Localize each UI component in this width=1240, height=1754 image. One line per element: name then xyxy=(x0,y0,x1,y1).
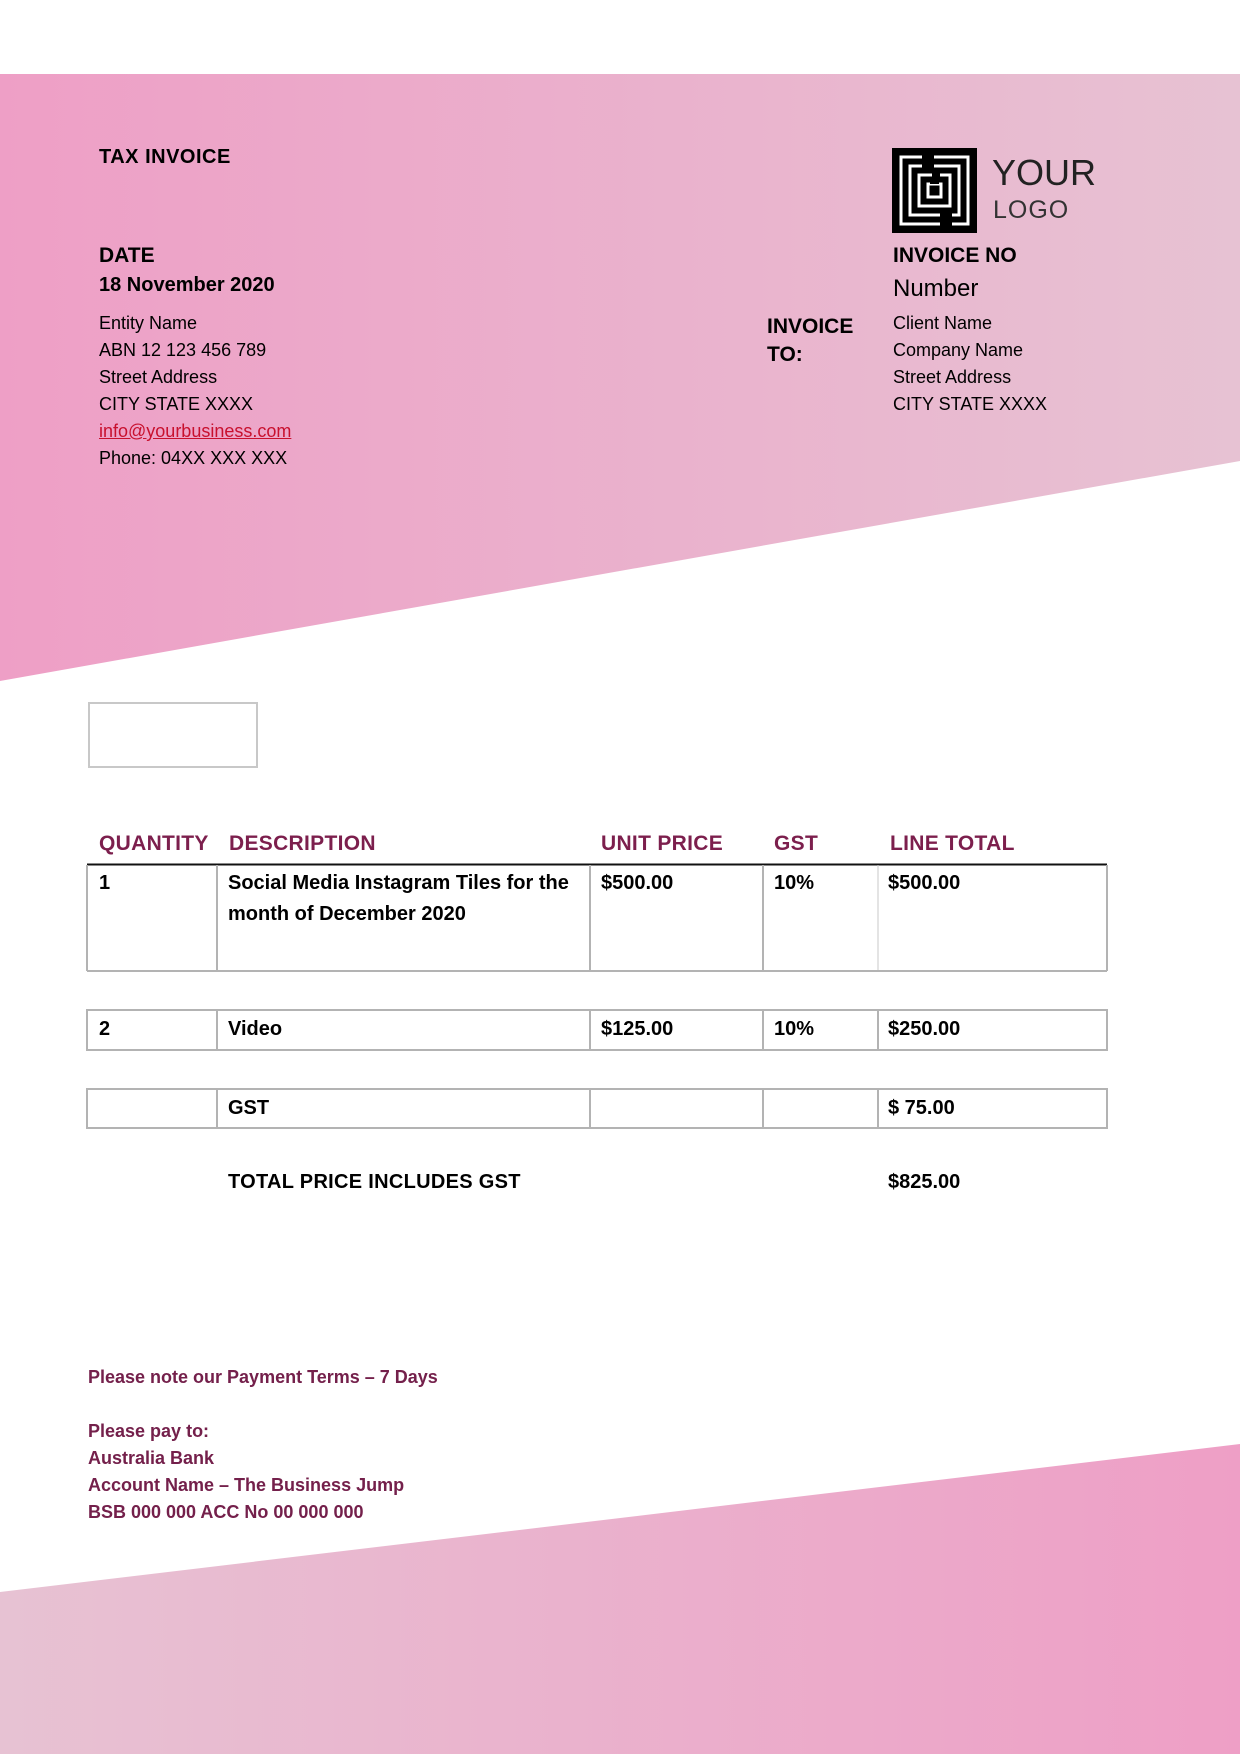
row2-gst: 10% xyxy=(774,1018,815,1040)
total-value: $825.00 xyxy=(888,1171,961,1193)
header-description: DESCRIPTION xyxy=(229,832,376,855)
account-name: Account Name – The Business Jump xyxy=(88,1475,405,1495)
row2-quantity: 2 xyxy=(99,1018,111,1040)
sender-street: Street Address xyxy=(99,367,218,387)
row2-description: Video xyxy=(228,1018,283,1040)
sender-entity: Entity Name xyxy=(99,313,198,333)
sender-phone: Phone: 04XX XXX XXX xyxy=(99,448,288,468)
total-label: TOTAL PRICE INCLUDES GST xyxy=(228,1171,521,1193)
payment-terms: Please note our Payment Terms – 7 Days xyxy=(88,1367,438,1387)
date-label: DATE xyxy=(99,244,155,267)
logo-text-logo: LOGO xyxy=(993,196,1070,224)
client-company: Company Name xyxy=(893,340,1024,360)
row2-unit-price: $125.00 xyxy=(601,1018,674,1040)
row1-quantity: 1 xyxy=(99,872,111,894)
logo-text-your: YOUR xyxy=(992,152,1097,193)
invoice-no-value: Number xyxy=(893,275,979,302)
client-name: Client Name xyxy=(893,313,993,333)
sender-email-link[interactable]: info@yourbusiness.com xyxy=(99,421,292,441)
header-quantity: QUANTITY xyxy=(99,832,209,855)
client-city: CITY STATE XXXX xyxy=(893,394,1048,414)
row1-description: Social Media Instagram Tiles for the month of December 2020 xyxy=(228,872,569,925)
header-gst: GST xyxy=(774,832,819,855)
client-street: Street Address xyxy=(893,367,1012,387)
gst-row-value: $ 75.00 xyxy=(888,1097,955,1119)
row1-gst: 10% xyxy=(774,872,815,894)
row1-unit-price: $500.00 xyxy=(601,872,674,894)
header-line-total: LINE TOTAL xyxy=(890,832,1015,855)
invoice-to-label-line1: INVOICE xyxy=(767,315,854,338)
row1-line-total: $500.00 xyxy=(888,872,961,894)
sender-city: CITY STATE XXXX xyxy=(99,394,254,414)
date-value: 18 November 2020 xyxy=(99,274,275,296)
bank-name: Australia Bank xyxy=(88,1448,215,1468)
invoice-to-label-line2: TO: xyxy=(767,343,803,366)
document-title: TAX INVOICE xyxy=(99,146,231,168)
invoice-no-label: INVOICE NO xyxy=(893,244,1017,267)
bsb-account: BSB 000 000 ACC No 00 000 000 xyxy=(88,1502,364,1522)
pay-to-label: Please pay to: xyxy=(88,1421,210,1441)
gst-row-label: GST xyxy=(228,1097,270,1119)
row2-line-total: $250.00 xyxy=(888,1018,961,1040)
header-unit-price: UNIT PRICE xyxy=(601,832,724,855)
sender-abn: ABN 12 123 456 789 xyxy=(99,340,267,360)
payment-details xyxy=(88,1418,404,1526)
